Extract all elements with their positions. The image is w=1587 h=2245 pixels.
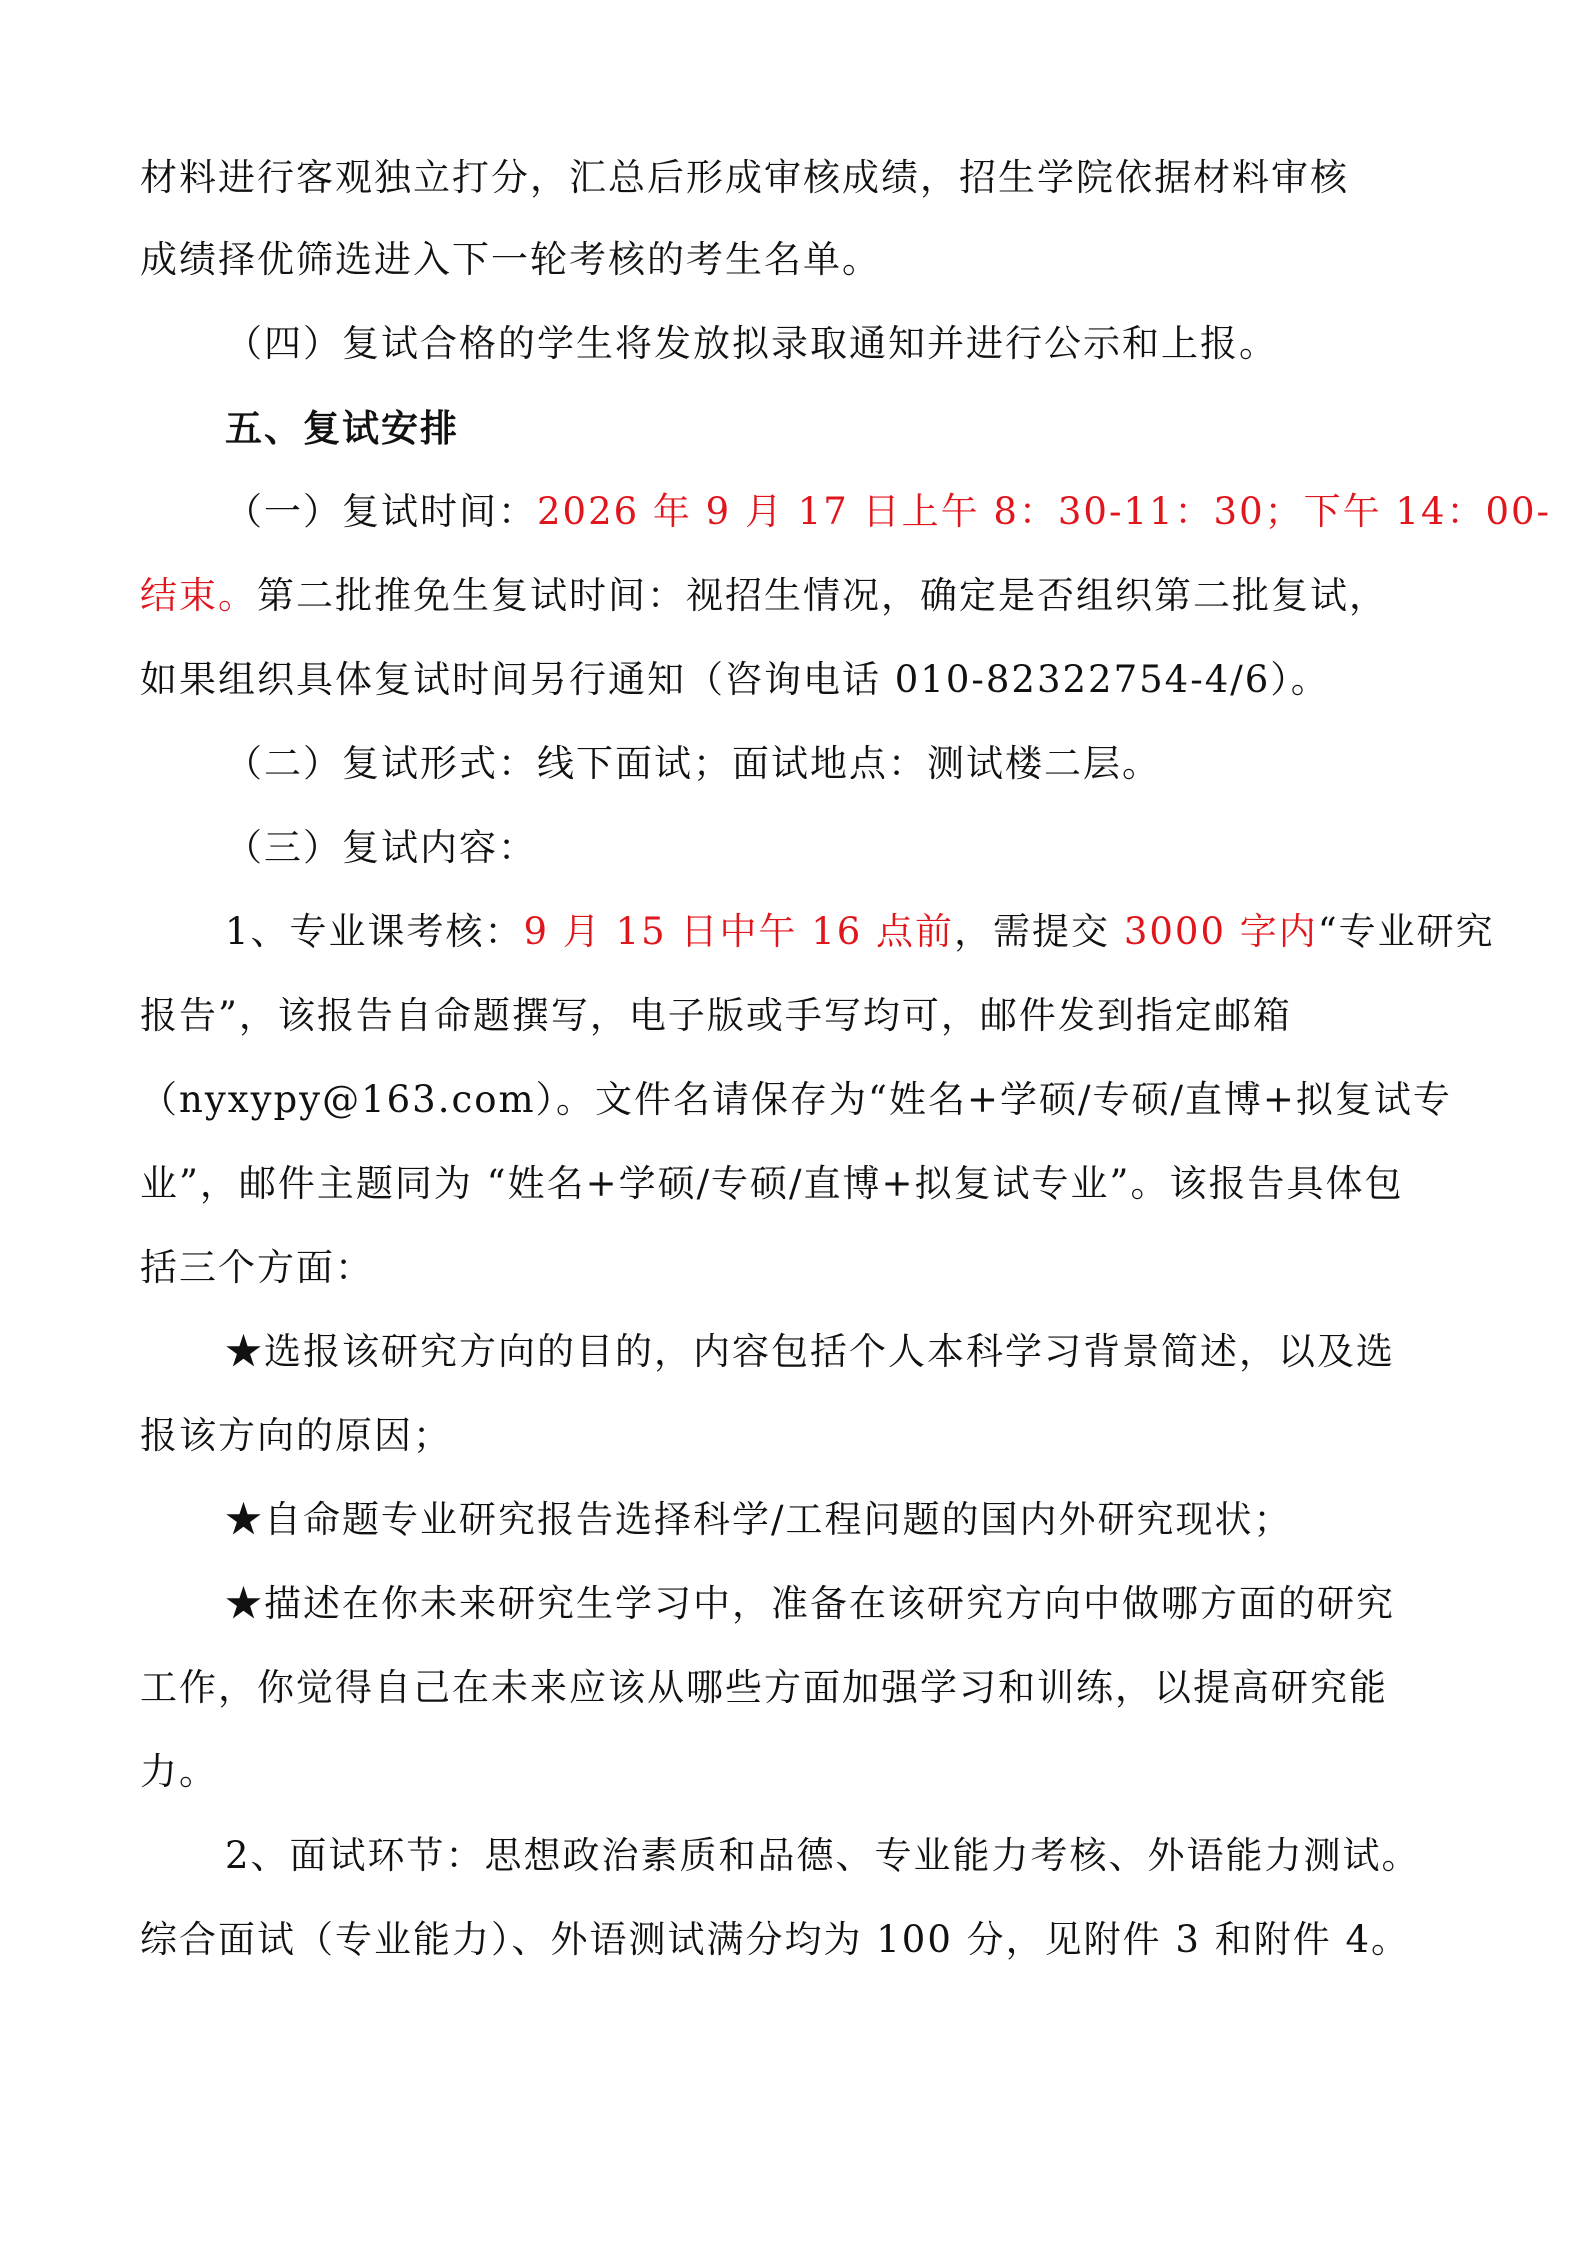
paragraph-line: 2、面试环节：思想政治素质和品德、专业能力考核、外语能力测试。 xyxy=(225,1834,1421,1877)
word-limit-highlight: 3000 字内 xyxy=(1123,910,1318,953)
bullet-line: ★选报该研究方向的目的，内容包括个人本科学习背景简述，以及选 xyxy=(225,1330,1395,1373)
time-highlight: 结束。 xyxy=(140,574,257,617)
paragraph-line: 力。 xyxy=(140,1750,218,1793)
paragraph-line xyxy=(140,566,1388,626)
text-span: “专业研究 xyxy=(1317,910,1495,953)
paragraph-line: （三）复试内容： xyxy=(225,826,537,869)
text-span: 1、专业课考核： xyxy=(225,910,524,953)
paragraph-line: 综合面试（专业能力）、外语测试满分均为 100 分，见附件 3 和附件 4。 xyxy=(140,1918,1411,1961)
time-highlight: 2026 年 9 月 17 日上午 8：30-11：30；下午 14：00- xyxy=(537,490,1552,533)
paragraph-line: 如果组织具体复试时间另行通知（咨询电话 010-82322754-4/6）。 xyxy=(140,658,1330,701)
paragraph-line: 业”，邮件主题同为 “姓名+学硕/专硕/直博+拟复试专业”。该报告具体包 xyxy=(140,1162,1404,1205)
paragraph-line: （二）复试形式：线下面试；面试地点：测试楼二层。 xyxy=(225,742,1161,785)
deadline-highlight: 9 月 15 日中午 16 点前 xyxy=(523,910,955,953)
paragraph-line: 工作，你觉得自己在未来应该从哪些方面加强学习和训练，以提高研究能 xyxy=(140,1666,1388,1709)
paragraph-line: （nyxypy@163.com）。文件名请保存为“姓名+学硕/专硕/直博+拟复试专 xyxy=(140,1078,1452,1121)
text-span: ，需提交 xyxy=(954,910,1124,953)
paragraph-line xyxy=(225,482,1551,542)
paragraph-line: 报告”，该报告自命题撰写，电子版或手写均可，邮件发到指定邮箱 xyxy=(140,994,1292,1037)
paragraph-line: 括三个方面： xyxy=(140,1246,374,1289)
section-heading: 五、复试安排 xyxy=(225,406,459,450)
bullet-line: ★描述在你未来研究生学习中，准备在该研究方向中做哪方面的研究 xyxy=(225,1582,1395,1625)
bullet-line: ★自命题专业研究报告选择科学/工程问题的国内外研究现状； xyxy=(225,1498,1293,1541)
paragraph-line: 材料进行客观独立打分，汇总后形成审核成绩，招生学院依据材料审核 xyxy=(140,156,1349,199)
paragraph-line xyxy=(225,902,1495,962)
paragraph-line: 报该方向的原因； xyxy=(140,1414,452,1457)
paragraph-line: 成绩择优筛选进入下一轮考核的考生名单。 xyxy=(140,238,881,281)
time-label: （一）复试时间： xyxy=(225,490,537,533)
text-span: 第二批推免生复试时间：视招生情况，确定是否组织第二批复试， xyxy=(257,574,1388,617)
paragraph-line: （四）复试合格的学生将发放拟录取通知并进行公示和上报。 xyxy=(225,322,1278,365)
